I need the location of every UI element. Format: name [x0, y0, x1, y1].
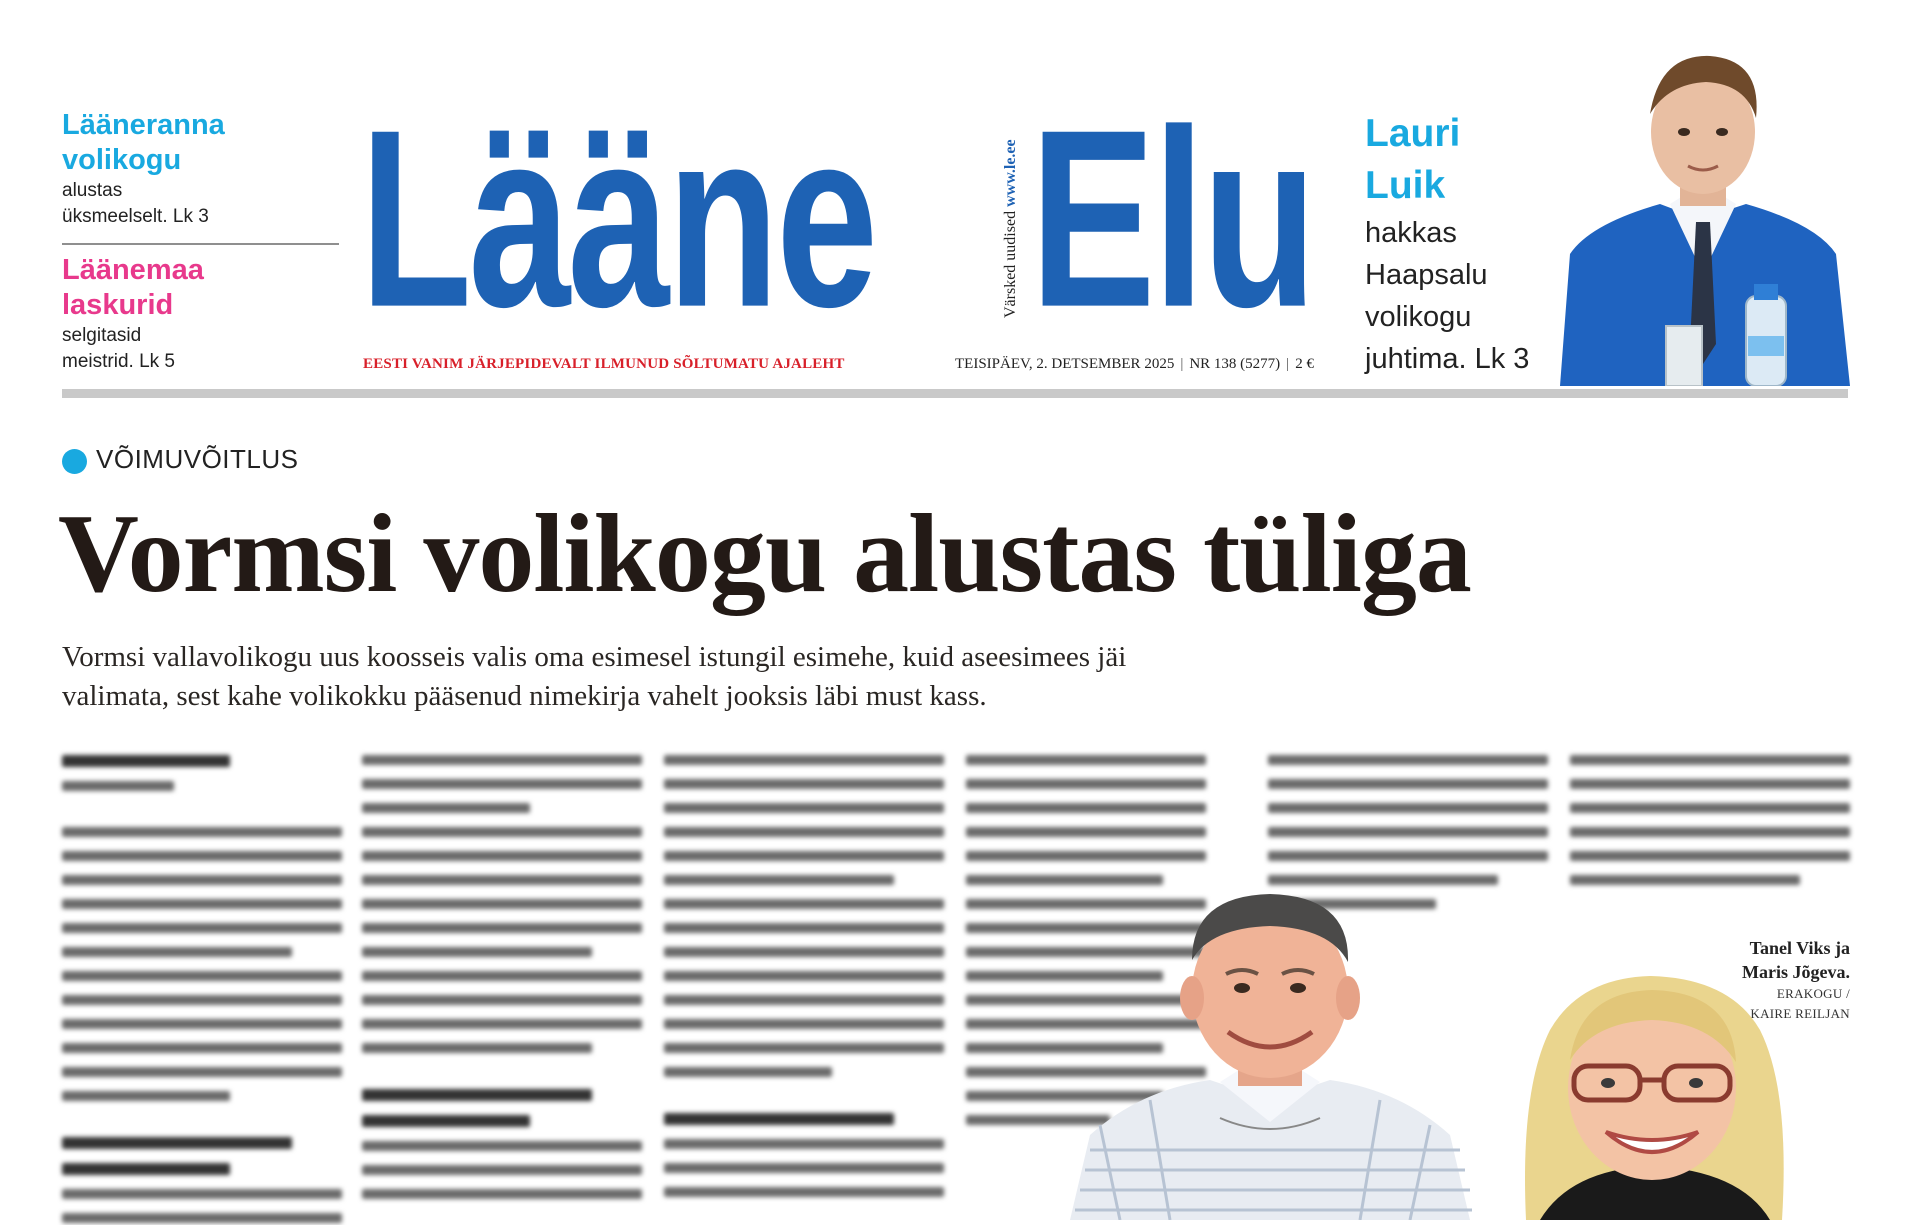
- photo-credit: KAIRE REILJAN: [1750, 1006, 1850, 1021]
- vertical-tag-text: Värsked uudised: [1002, 210, 1019, 318]
- lead-line: Vormsi vallavolikogu uus koosseis valis oma esimesel istungil esimehe, kuid aseesimees jäi: [62, 641, 1127, 673]
- portrait-photo-tanel-viks: [1060, 890, 1480, 1220]
- teaser-divider: [62, 243, 339, 245]
- teaser-title: Lääneranna: [62, 109, 225, 141]
- teaser-lauri-luik[interactable]: [1365, 108, 1565, 380]
- masthead-logo-laane: Lääne: [360, 76, 876, 360]
- teaser-title: Lauri: [1365, 112, 1461, 155]
- portrait-photo-maris-jogeva: [1470, 970, 1850, 1220]
- masthead-slogan: EESTI VANIM JÄRJEPIDEVALT ILMUNUD SÕLTUMATU AJALEHT: [363, 356, 845, 372]
- teaser-laanemaa[interactable]: [62, 253, 342, 375]
- issue-date: TEISIPÄEV, 2. DETSEMBER 2025: [955, 356, 1175, 372]
- teaser-title: laskurid: [62, 289, 174, 321]
- masthead-rule: [62, 389, 1848, 398]
- article-headline[interactable]: Vormsi volikogu alustas tüliga: [58, 492, 1471, 616]
- teaser-text: hakkas: [1365, 217, 1457, 249]
- teaser-text: volikogu: [1365, 301, 1472, 333]
- teaser-text: alustas: [62, 180, 123, 201]
- caption-text: Tanel Viks ja: [1749, 938, 1850, 958]
- masthead-vertical-tag: [1002, 139, 1020, 318]
- teaser-laaneranna[interactable]: [62, 108, 342, 230]
- teaser-text: meistrid. Lk 5: [62, 351, 175, 372]
- teaser-text: selgitasid: [62, 325, 142, 346]
- section-label: VÕIMUVÕITLUS: [96, 444, 299, 474]
- teaser-text: üksmeelselt. Lk 3: [62, 206, 209, 227]
- article-body-column: [362, 755, 642, 1225]
- issue-price: 2 €: [1295, 356, 1314, 372]
- teaser-title: volikogu: [62, 144, 182, 176]
- issue-info: TEISIPÄEV, 2. DETSEMBER 2025 | NR 138 (5277) | 2 €: [955, 356, 1314, 372]
- caption-text: Maris Jõgeva.: [1742, 962, 1850, 982]
- lead-line: valimata, sest kahe volikokku pääsenud nimekirja vahelt jooksis läbi must kass.: [62, 680, 987, 712]
- teaser-text: Haapsalu: [1365, 259, 1488, 291]
- section-marker-icon: [62, 449, 87, 474]
- article-body-column: [1570, 755, 1850, 915]
- website-link[interactable]: www.le.ee: [1002, 139, 1019, 207]
- article-body-column: [62, 755, 342, 1225]
- photo-credit: ERAKOGU /: [1776, 986, 1850, 1001]
- teaser-title: Läänemaa: [62, 254, 204, 286]
- teaser-title: Luik: [1365, 164, 1446, 207]
- portrait-photo-lauri-luik: [1550, 44, 1856, 386]
- teaser-text: juhtima. Lk 3: [1365, 343, 1530, 375]
- article-body-column: [664, 755, 944, 1225]
- masthead-logo-elu: Elu: [1030, 76, 1315, 360]
- article-lead: [62, 638, 1482, 716]
- issue-number: NR 138 (5277): [1189, 356, 1281, 372]
